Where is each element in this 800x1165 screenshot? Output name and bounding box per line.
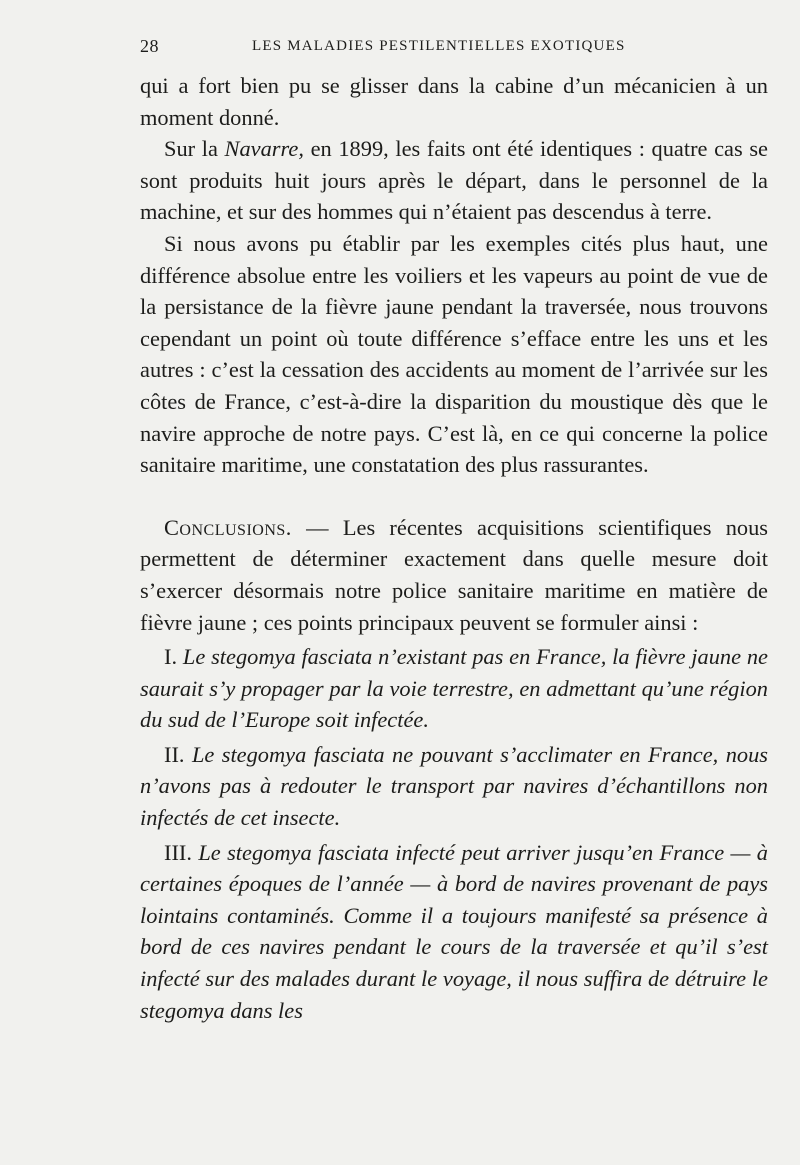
paragraph-continuation: qui a fort bien pu se glisser dans la cabine d’un mécanicien à un moment donné. xyxy=(140,73,768,130)
conclusion-number: III. xyxy=(164,839,192,865)
paragraph-comparison: Si nous avons pu établir par les exemples cités plus haut, une différence absolue entre les voiliers et les vapeurs au point de vue de la persistance de la fièvre jaune pendant la traversée, nous trouvons cependant un point où toute différence s’efface entre les uns et les autres : c’est la cessation des accidents au moment de l’arrivée sur les côtes de France, c’est-à-dire la disparition du moustique dès que le navire approche de notre pays. C’est là, en ce qui concerne la police sanitaire maritime, une constatation des plus rassurantes. xyxy=(140,230,768,478)
conclusion-item xyxy=(140,739,768,834)
page-body xyxy=(140,70,768,1026)
conclusion-item xyxy=(140,837,768,1027)
running-title: LES MALADIES PESTILENTIELLES EXOTIQUES xyxy=(252,38,626,54)
conclusions-intro xyxy=(140,512,768,638)
conclusion-text: Le stegomya fasciata infecté peut arriver jusqu’en France — à certaines époques de l’année — à bord de navires provenant de pays lointains contaminés. Comme il a toujours manifesté sa présence à bord de ces navires pendant le cours de la traversée et qu’il s’est infecté sur des malades durant le voyage, il nous suffira de détruire le stegomya dans les xyxy=(140,839,768,1023)
conclusions-heading: Conclusions. xyxy=(164,514,292,540)
conclusion-number: I. xyxy=(164,644,178,670)
ship-name-navarre: Navarre, xyxy=(224,136,304,162)
conclusions-intro-text: — Les récentes acquisitions scientifiques nous permettent de déterminer exactement dans quelle mesure doit s’exercer désormais notre police sanitaire maritime en matière de fièvre jaune ; ces points principaux peuvent se formuler ainsi : xyxy=(140,514,768,635)
page-number: 28 xyxy=(140,36,159,56)
conclusion-item xyxy=(140,641,768,736)
conclusion-number: II. xyxy=(164,741,185,767)
paragraph-navarre xyxy=(140,133,768,228)
navarre-text: en 1899, les faits ont été identiques : quatre cas se sont produits huit jours après le départ, dans le personnel de la machine, et sur des hommes qui n’étaient pas descendus à terre. xyxy=(140,136,768,225)
running-header xyxy=(140,36,768,58)
conclusion-text: Le stegomya fasciata ne pouvant s’acclimater en France, nous n’avons pas à redouter le transport par navires d’échantillons non infectés de cet insecte. xyxy=(140,741,768,831)
conclusion-text: Le stegomya fasciata n’existant pas en France, la fièvre jaune ne saurait s’y propager par la voie terrestre, en admettant qu’une région du sud de l’Europe soit infectée. xyxy=(140,644,768,733)
conclusions-section xyxy=(140,512,768,1027)
navarre-lead: Sur la xyxy=(164,136,218,162)
